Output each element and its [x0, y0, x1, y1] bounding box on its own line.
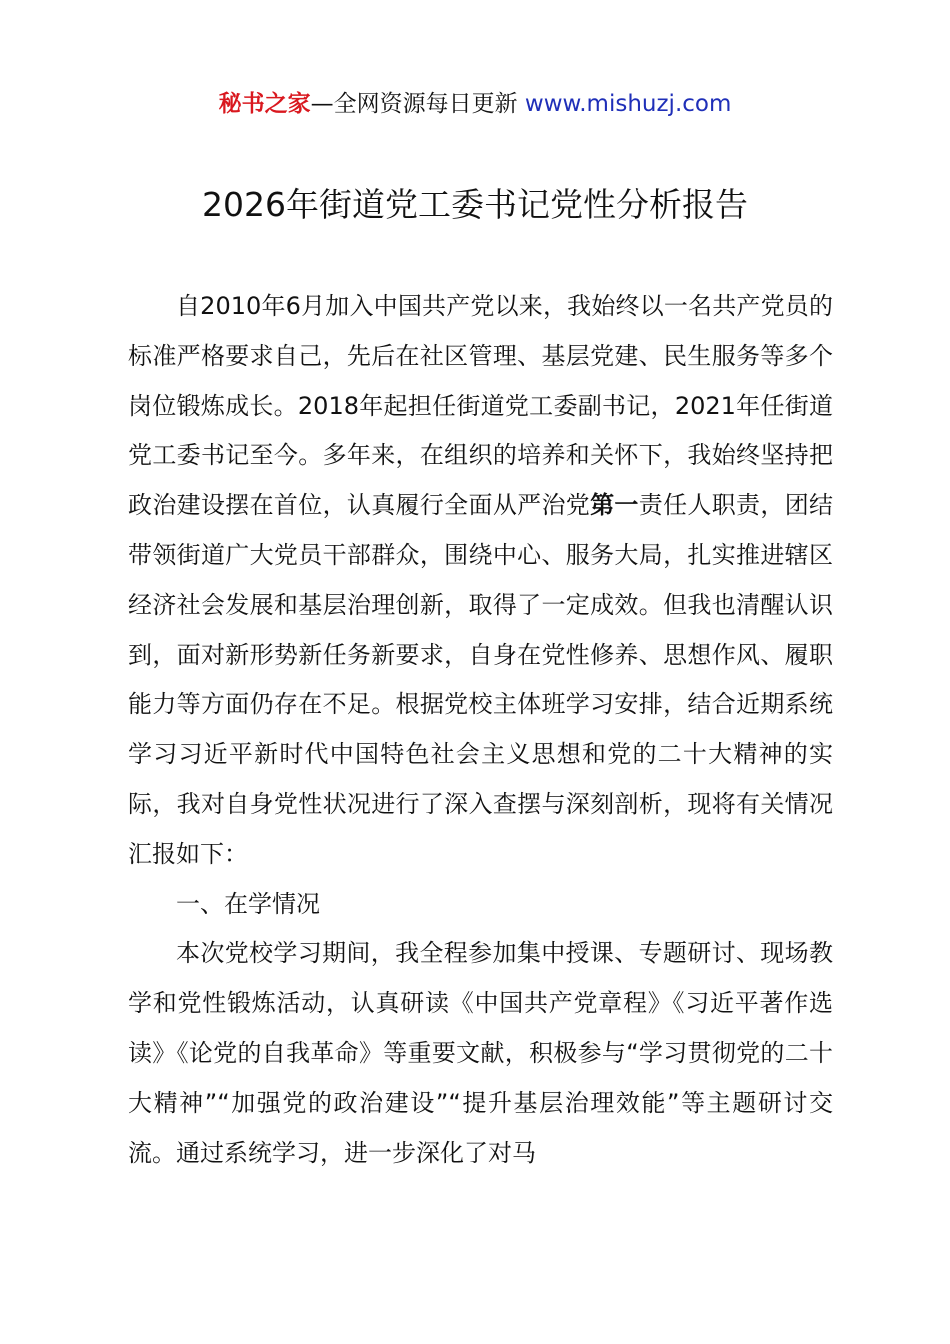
- paragraph-intro-bold: 第一: [590, 491, 639, 520]
- paragraph-study: 本次党校学习期间，我全程参加集中授课、专题研讨、现场教学和党性锻炼活动，认真研读《中国共产党章程》《习近平著作选读》《论党的自我革命》等重要文献，积极参与“学习贯彻党的二十大精神”“加强党的政治建设”“提升基层治理效能”等主题研讨交流。通过系统学习，进一步深化了对马: [128, 939, 833, 1167]
- paragraph-intro: [128, 282, 833, 880]
- brand-name: 秘书之家: [218, 91, 311, 117]
- section-heading-1: 一、在学情况: [176, 889, 320, 918]
- header-slogan: —全网资源每日更新: [310, 91, 525, 117]
- site-header: [0, 86, 950, 122]
- site-url[interactable]: www.mishuzj.com: [524, 91, 732, 117]
- paragraph-intro-text-a: 自2010年6月加入中国共产党以来，我始终以一名共产党员的标准严格要求自己，先后在社区管理、基层党建、民生服务等多个岗位锻炼成长。2018年起担任街道党工委副书记，2021年任街道党工委书记至今。多年来，在组织的培养和关怀下，我始终坚持把政治建设摆在首位，认真履行全面从严治党: [128, 292, 833, 520]
- document-body: [128, 282, 833, 1178]
- document-title: 2026年街道党工委书记党性分析报告: [202, 185, 748, 224]
- paragraph-intro-text-b: 责任人职责，团结带领街道广大党员干部群众，围绕中心、服务大局，扎实推进辖区经济社会发展和基层治理创新，取得了一定成效。但我也清醒认识到，面对新形势新任务新要求，自身在党性修养、思想作风、履职能力等方面仍存在不足。根据党校主体班学习安排，结合近期系统学习习近平新时代中国特色社会主义思想和党的二十大精神的实际，我对自身党性状况进行了深入查摆与深刻剖析，现将有关情况汇报如下：: [128, 491, 834, 868]
